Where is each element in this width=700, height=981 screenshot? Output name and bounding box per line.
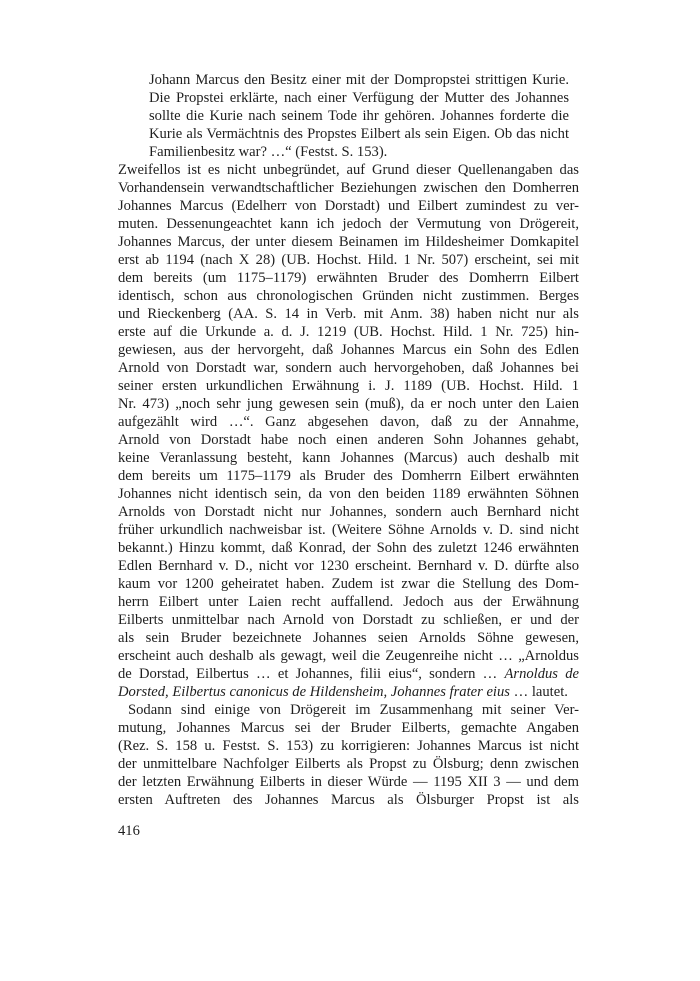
body-line: Johannes Marcus (Edelherr von Dorstadt) und Eilbert zumindest zu ver- [118,198,579,214]
italic-citation: Dorsted, Eilbertus canonicus de Hildensheim, Johannes frater eius [118,684,510,700]
body-line: aufgezählt wird …“. Ganz abgesehen davon, daß zu der Annahme, [118,414,579,430]
quote-line: Die Propstei erklärte, nach einer Verfügung der Mutter des Johannes [149,90,569,106]
body-line: Arnold von Dorstadt habe noch einen anderen Sohn Johannes gehabt, [118,432,579,448]
body-line: Johannes nicht identisch sein, da von den beiden 1189 erwähnten Söhnen [118,486,579,502]
quote-line: Familienbesitz war? …“ (Festst. S. 153). [149,144,388,160]
body-line: Eilberts unmittelbar nach Arnold von Dorstadt zu schließen, er und der [118,612,579,628]
body-segment: de Dorstad, Eilbertus … et Johannes, filii eius“, sondern … [118,666,498,682]
body-line: erscheint auch deshalb als gewagt, weil die Zeugenreihe nicht … „Arnoldus [118,648,579,664]
body-line: keine Veranlassung besteht, kann Johannes (Marcus) auch deshalb mit [118,450,579,466]
body-line: kaum vor 1200 geheiratet haben. Zudem ist zwar die Stellung des Dom- [118,576,579,592]
body-line: Sodann sind einige von Drögereit im Zusammenhang mit seiner Ver- [128,702,579,718]
body-line: Zweifellos ist es nicht unbegründet, auf Grund dieser Quellenangaben das [118,162,579,178]
italic-citation: Arnoldus de [504,666,579,682]
body-line: erste auf die Urkunde a. d. J. 1219 (UB. Hochst. Hild. 1 Nr. 725) hin- [118,324,579,340]
body-line: dem bereits (um 1175–1179) erwähnten Bruder des Domherrn Eilbert [118,270,579,286]
body-line: dem bereits um 1175–1179 als Bruder des Domherrn Eilbert erwähnten [118,468,579,484]
body-line: Arnold von Dorstadt war, sondern auch hervorgehoben, daß Johannes bei [118,360,579,376]
body-line: früher urkundlich nachweisbar ist. (Weitere Söhne Arnolds v. D. sind nicht [118,522,579,538]
body-line: der letzten Erwähnung Eilberts in dieser Würde — 1195 XII 3 — und dem [118,774,579,790]
body-line: Vorhandensein verwandtschaftlicher Beziehungen zwischen den Domherren [118,180,579,196]
quote-line: sollte die Kurie nach seinem Tode ihr gehören. Johannes forderte die [149,108,569,124]
body-line: (Rez. S. 158 u. Festst. S. 153) zu korrigieren: Johannes Marcus ist nicht [118,738,579,754]
body-line: Johannes Marcus, der unter diesem Beinamen im Hildesheimer Domkapitel [118,234,579,250]
body-line: der unmittelbare Nachfolger Eilberts als Propst zu Ölsburg; denn zwischen [118,756,579,772]
body-line [118,665,579,683]
body-line: seiner ersten urkundlichen Erwähnung i. J. 1189 (UB. Hochst. Hild. 1 [118,378,579,394]
body-line: herrn Eilbert unter Laien recht auffallend. Jedoch aus der Erwähnung [118,594,579,610]
body-line [118,683,579,701]
page-number: 416 [118,823,140,839]
body-line: erst ab 1194 (nach X 28) (UB. Hochst. Hild. 1 Nr. 507) erscheint, sei mit [118,252,579,268]
body-line: als sein Bruder bezeichnete Johannes seien Arnolds Söhne gewesen, [118,630,579,646]
body-line: Arnolds von Dorstadt nicht nur Johannes, sondern auch Bernhard nicht [118,504,579,520]
body-line: und Rieckenberg (AA. S. 14 in Verb. mit Anm. 38) haben nicht nur als [118,306,579,322]
body-line: muten. Dessenungeachtet kann ich jedoch der Vermutung von Drögereit, [118,216,579,232]
quote-line: Johann Marcus den Besitz einer mit der Dompropstei strittigen Kurie. [149,72,569,88]
body-line: bekannt.) Hinzu kommt, daß Konrad, der Sohn des zuletzt 1246 erwähnten [118,540,579,556]
body-line: gewiesen, aus der hervorgeht, daß Johannes Marcus ein Sohn des Edlen [118,342,579,358]
body-line: Edlen Bernhard v. D., nicht vor 1230 erscheint. Bernhard v. D. dürfte also [118,558,579,574]
body-line: ersten Auftreten des Johannes Marcus als Ölsburger Propst ist als [118,792,579,808]
body-segment: … lautet. [513,684,568,700]
body-line: mutung, Johannes Marcus sei der Bruder Eilberts, gemachte Angaben [118,720,579,736]
body-line: identisch, schon aus chronologischen Gründen nicht zustimmen. Berges [118,288,579,304]
body-line: Nr. 473) „noch sehr jung gewesen sein (muß), da er noch unter den Laien [118,396,579,412]
quote-line: Kurie als Vermächtnis des Propstes Eilbert als sein Eigen. Ob das nicht [149,126,569,142]
